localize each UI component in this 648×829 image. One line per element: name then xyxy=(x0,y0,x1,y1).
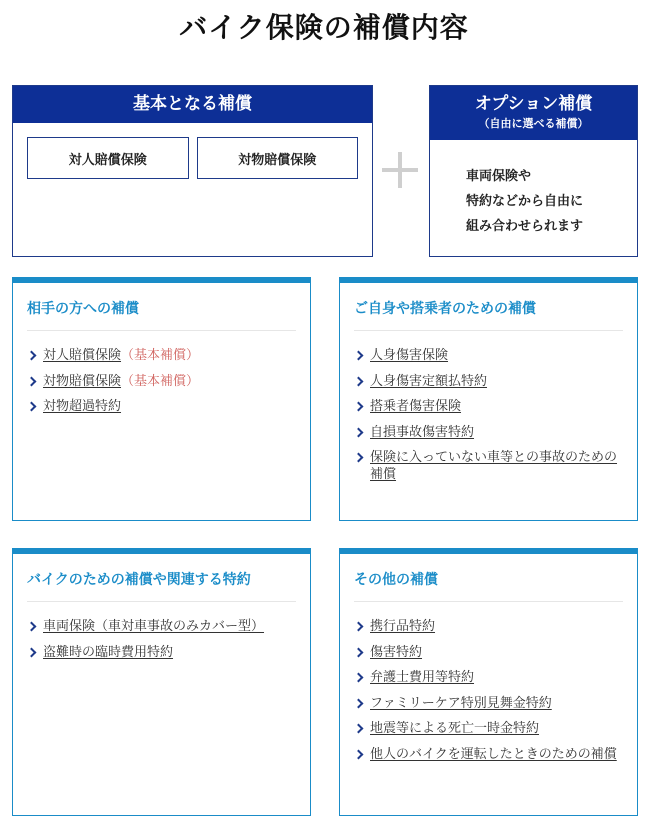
coverage-link[interactable]: 対物超過特約 xyxy=(43,399,122,414)
option-coverage-header xyxy=(430,86,637,140)
list-item[interactable] xyxy=(27,373,296,390)
chevron-right-icon xyxy=(27,402,37,412)
list-item[interactable] xyxy=(354,398,623,415)
list-item[interactable] xyxy=(27,644,296,661)
list-item[interactable] xyxy=(354,618,623,635)
list-item[interactable] xyxy=(354,373,623,390)
coverage-link[interactable]: 傷害特約 xyxy=(370,644,423,660)
basic-item-bodily-injury: 対人賠償保険 xyxy=(27,137,189,179)
chevron-right-icon xyxy=(354,376,364,386)
chevron-right-icon xyxy=(354,749,364,759)
card-other-coverage xyxy=(339,548,638,816)
coverage-link[interactable]: 人身傷害定額払特約 xyxy=(370,373,488,389)
coverage-link[interactable]: 車両保険（車対車事故のみカバー型） xyxy=(43,619,265,634)
option-desc-line: 車両保険や xyxy=(466,169,532,184)
coverage-list xyxy=(13,331,310,415)
chevron-right-icon xyxy=(27,622,37,632)
list-item[interactable] xyxy=(27,398,296,415)
option-desc-line: 特約などから自由に xyxy=(466,194,584,209)
chevron-right-icon xyxy=(27,376,37,386)
coverage-link[interactable]: 人身傷害保険 xyxy=(370,348,449,363)
basic-coverage-header: 基本となる補償 xyxy=(13,86,372,123)
basic-coverage-box xyxy=(12,85,373,257)
list-item[interactable] xyxy=(354,424,623,441)
card-self-passenger-coverage xyxy=(339,277,638,521)
coverage-link[interactable]: 搭乗者傷害保険 xyxy=(370,399,462,414)
plus-icon xyxy=(382,152,418,188)
chevron-right-icon xyxy=(354,698,364,708)
option-coverage-description xyxy=(430,140,637,239)
card-title: ご自身や搭乗者のための補償 xyxy=(354,283,623,331)
coverage-link[interactable]: 対物賠償保険 xyxy=(43,373,122,389)
basic-coverage-items xyxy=(13,123,372,179)
coverage-link[interactable]: 自損事故傷害特約 xyxy=(370,424,475,440)
basic-item-property-damage: 対物賠償保険 xyxy=(197,137,359,179)
coverage-link[interactable]: 保険に入っていない車等との事故のための補償 xyxy=(370,450,618,482)
chevron-right-icon xyxy=(354,673,364,683)
coverage-link[interactable]: 他人のバイクを運転したときのための補償 xyxy=(370,746,617,762)
chevron-right-icon xyxy=(354,351,364,361)
option-desc-line: 組み合わせられます xyxy=(466,219,584,234)
basic-coverage-note: （基本補償） xyxy=(121,348,200,363)
coverage-list xyxy=(13,602,310,661)
option-coverage-subtitle: （自由に選べる補償） xyxy=(478,117,589,130)
chevron-right-icon xyxy=(27,647,37,657)
card-bike-coverage xyxy=(12,548,311,816)
list-item[interactable] xyxy=(354,669,623,686)
chevron-right-icon xyxy=(27,351,37,361)
list-item[interactable] xyxy=(354,746,623,763)
basic-coverage-note: （基本補償） xyxy=(121,373,200,389)
coverage-link[interactable]: 対人賠償保険 xyxy=(43,348,122,363)
list-item[interactable] xyxy=(354,644,623,661)
chevron-right-icon xyxy=(354,427,364,437)
card-title: 相手の方への補償 xyxy=(27,283,296,331)
list-item[interactable] xyxy=(354,347,623,364)
list-item[interactable] xyxy=(354,449,623,483)
coverage-link[interactable]: 携行品特約 xyxy=(370,619,436,634)
page-title: バイク保険の補償内容 xyxy=(179,11,469,44)
coverage-link[interactable]: ファミリーケア特別見舞金特約 xyxy=(370,695,552,711)
card-title: バイクのための補償や関連する特約 xyxy=(27,554,296,602)
chevron-right-icon xyxy=(354,402,364,412)
coverage-link[interactable]: 地震等による死亡一時金特約 xyxy=(370,721,540,736)
coverage-link[interactable]: 盗難時の臨時費用特約 xyxy=(43,644,174,660)
coverage-list xyxy=(340,602,637,763)
list-item[interactable] xyxy=(27,347,296,364)
chevron-right-icon xyxy=(354,622,364,632)
chevron-right-icon xyxy=(354,453,364,463)
list-item[interactable] xyxy=(354,695,623,712)
option-coverage-box xyxy=(429,85,638,257)
chevron-right-icon xyxy=(354,724,364,734)
list-item[interactable] xyxy=(27,618,296,635)
card-title: その他の補償 xyxy=(354,554,623,602)
coverage-list xyxy=(340,331,637,483)
coverage-link[interactable]: 弁護士費用等特約 xyxy=(370,670,475,685)
chevron-right-icon xyxy=(354,647,364,657)
card-third-party-coverage xyxy=(12,277,311,521)
option-coverage-title: オプション補償 xyxy=(474,94,593,114)
list-item[interactable] xyxy=(354,720,623,737)
